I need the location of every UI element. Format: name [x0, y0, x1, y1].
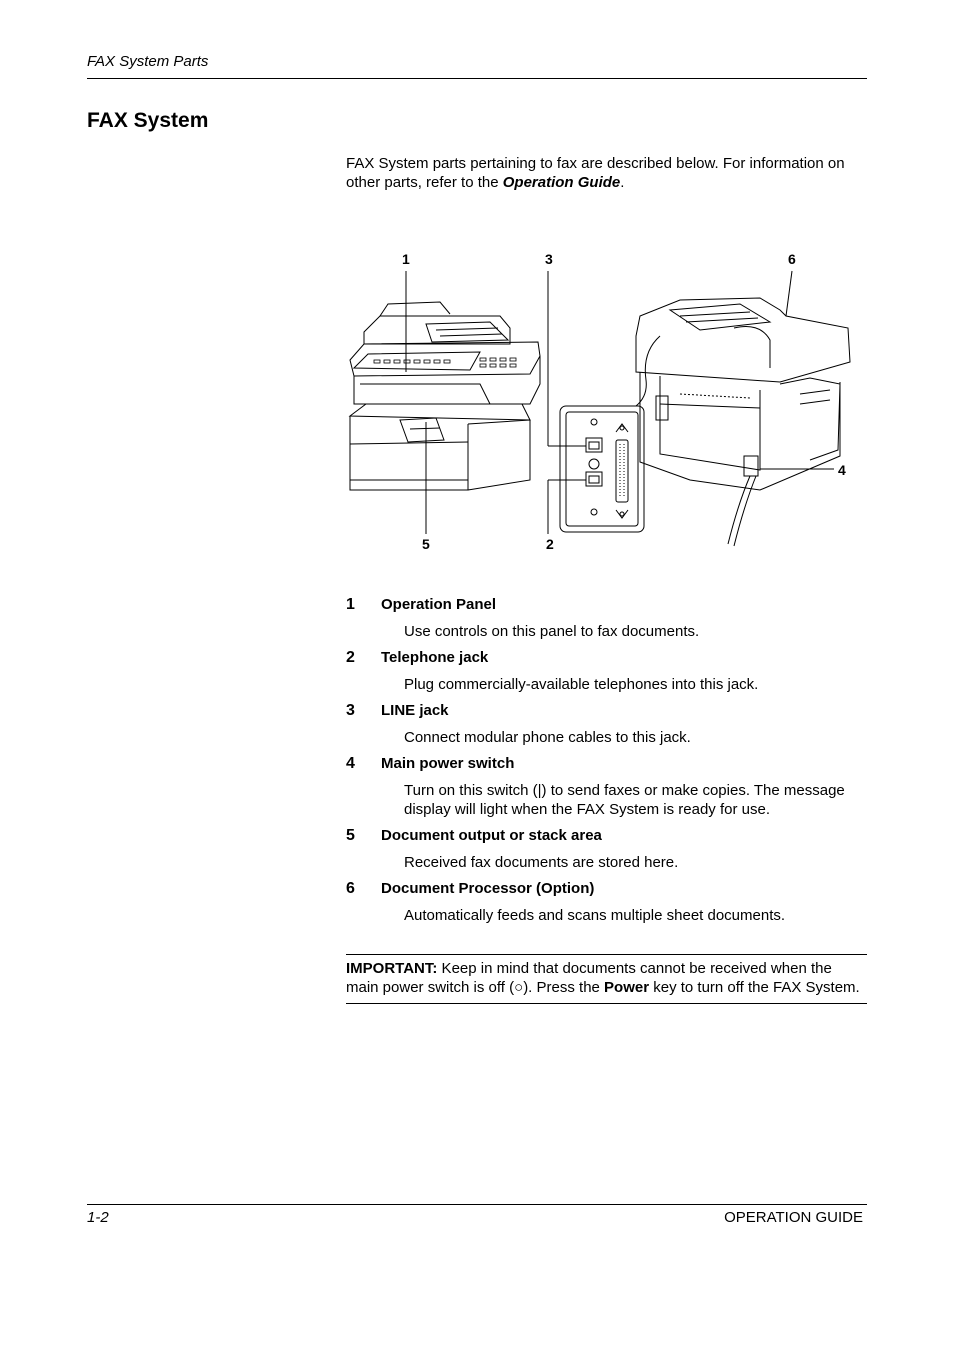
line-jack — [586, 438, 602, 452]
callout-4: 4 — [838, 462, 846, 478]
power-key-label: Power — [604, 979, 650, 996]
footer-rule — [87, 1204, 867, 1205]
part-title: Telephone jack — [381, 649, 489, 666]
part-number: 5 — [346, 827, 355, 844]
part-item — [346, 755, 876, 819]
parts-list — [346, 596, 876, 933]
part-title: Operation Panel — [381, 596, 497, 613]
part-description: Automatically feeds and scans multiple sheet documents. — [404, 907, 786, 924]
part-title: Document Processor (Option) — [381, 880, 595, 897]
important-label: IMPORTANT: — [346, 960, 438, 977]
page-number: 1-2 — [87, 1209, 109, 1226]
part-title: Main power switch — [381, 755, 515, 772]
part-item — [346, 596, 876, 641]
intro-paragraph — [346, 154, 866, 192]
part-description: Use controls on this panel to fax documents. — [404, 623, 700, 640]
running-header: FAX System Parts — [87, 53, 209, 70]
callout-1: 1 — [402, 251, 410, 267]
telephone-jack — [586, 472, 602, 486]
callout-3: 3 — [545, 251, 553, 267]
intro-text: FAX System parts pertaining to fax are described below. For information on other parts, refer to the — [346, 155, 845, 191]
footer-doc-title: OPERATION GUIDE — [724, 1209, 863, 1226]
callout-6: 6 — [788, 251, 796, 267]
part-item — [346, 649, 876, 694]
part-item — [346, 827, 876, 872]
part-description: Received fax documents are stored here. — [404, 854, 679, 871]
intro-text-end: . — [620, 174, 625, 191]
part-description: Connect modular phone cables to this jack. — [404, 729, 691, 746]
header-rule — [87, 78, 867, 79]
front-view-machine — [350, 302, 540, 490]
part-title: Document output or stack area — [381, 827, 602, 844]
intro-emphasis: Operation Guide — [502, 174, 621, 191]
callout-2: 2 — [546, 536, 554, 552]
part-number: 3 — [346, 702, 355, 719]
part-number: 1 — [346, 596, 355, 613]
important-text: Keep in mind that documents cannot be received when the main power switch is off ( — [346, 960, 832, 996]
important-text: key to turn off the FAX System. — [649, 979, 860, 996]
part-item — [346, 702, 876, 747]
rear-view-machine — [636, 298, 850, 546]
part-description: Plug commercially-available telephones into this jack. — [404, 676, 759, 693]
part-description: Turn on this switch (|) to send faxes or make copies. The message display will light when the FAX System is ready for use. — [404, 782, 845, 818]
part-number: 4 — [346, 755, 355, 772]
part-number: 6 — [346, 880, 355, 897]
part-item — [346, 880, 876, 925]
important-note — [346, 954, 867, 1004]
leader-line-6 — [786, 271, 792, 316]
important-text: ). Press the — [523, 979, 605, 996]
part-number: 2 — [346, 649, 355, 666]
section-title: FAX System — [87, 109, 209, 132]
connector-panel-inset — [560, 406, 644, 532]
part-title: LINE jack — [381, 702, 449, 719]
fax-system-figure — [340, 244, 860, 564]
power-off-symbol: ○ — [514, 979, 524, 996]
callout-5: 5 — [422, 536, 430, 552]
